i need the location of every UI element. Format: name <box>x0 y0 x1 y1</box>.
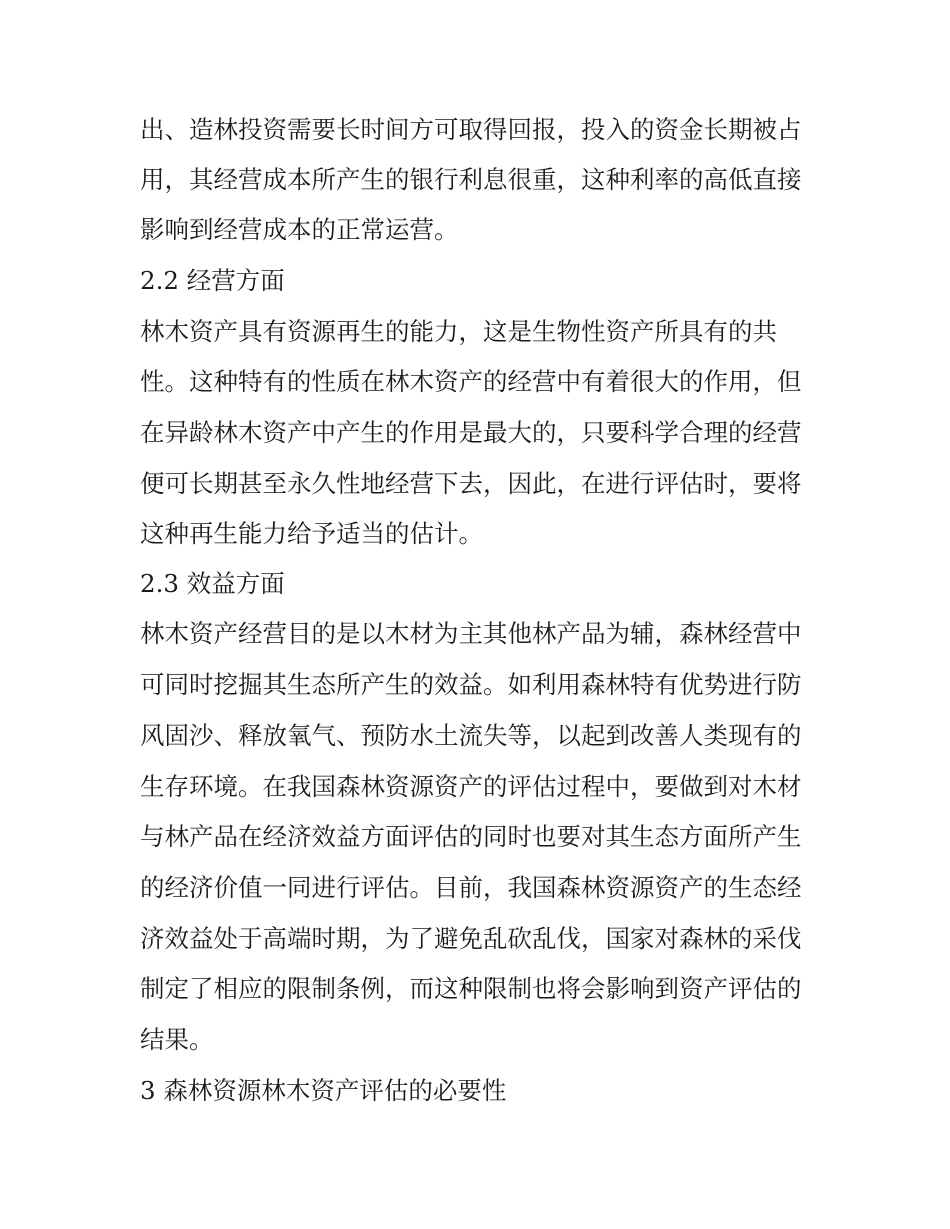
section-heading-2-2: 2.2 经营方面 <box>140 266 285 295</box>
text-line: 济效益处于高端时期，为了避免乱砍乱伐，国家对森林的采伐 <box>140 924 802 953</box>
text-line: 制定了相应的限制条例，而这种限制也将会影响到资产评估的 <box>140 974 802 1003</box>
text-line: 可同时挖掘其生态所产生的效益。如利用森林特有优势进行防 <box>140 670 802 699</box>
text-line: 林木资产具有资源再生的能力，这是生物性资产所具有的共 <box>140 317 777 346</box>
text-line: 结果。 <box>140 1025 214 1054</box>
text-line: 的经济价值一同进行评估。目前，我国森林资源资产的生态经 <box>140 873 802 902</box>
section-heading-3: 3 森林资源林木资产评估的必要性 <box>140 1076 507 1105</box>
text-line: 影响到经营成本的正常运营。 <box>140 215 459 244</box>
text-line: 生存环境。在我国森林资源资产的评估过程中，要做到对木材 <box>140 772 802 801</box>
text-line: 与林产品在经济效益方面评估的同时也要对其生态方面所产生 <box>140 822 802 851</box>
text-line: 用，其经营成本所产生的银行利息很重，这种利率的高低直接 <box>140 165 802 194</box>
text-line: 风固沙、释放氧气、预防水土流失等，以起到改善人类现有的 <box>140 721 802 750</box>
text-line: 性。这种特有的性质在林木资产的经营中有着很大的作用，但 <box>140 367 802 396</box>
text-line: 在异龄林木资产中产生的作用是最大的，只要科学合理的经营 <box>140 418 802 447</box>
text-line: 出、造林投资需要长时间方可取得回报，投入的资金长期被占 <box>140 115 802 144</box>
text-line: 便可长期甚至永久性地经营下去，因此，在进行评估时，要将 <box>140 469 802 498</box>
text-line: 林木资产经营目的是以木材为主其他林产品为辅，森林经营中 <box>140 619 802 648</box>
section-heading-2-3: 2.3 效益方面 <box>140 569 285 598</box>
text-line: 这种再生能力给予适当的估计。 <box>140 519 483 548</box>
